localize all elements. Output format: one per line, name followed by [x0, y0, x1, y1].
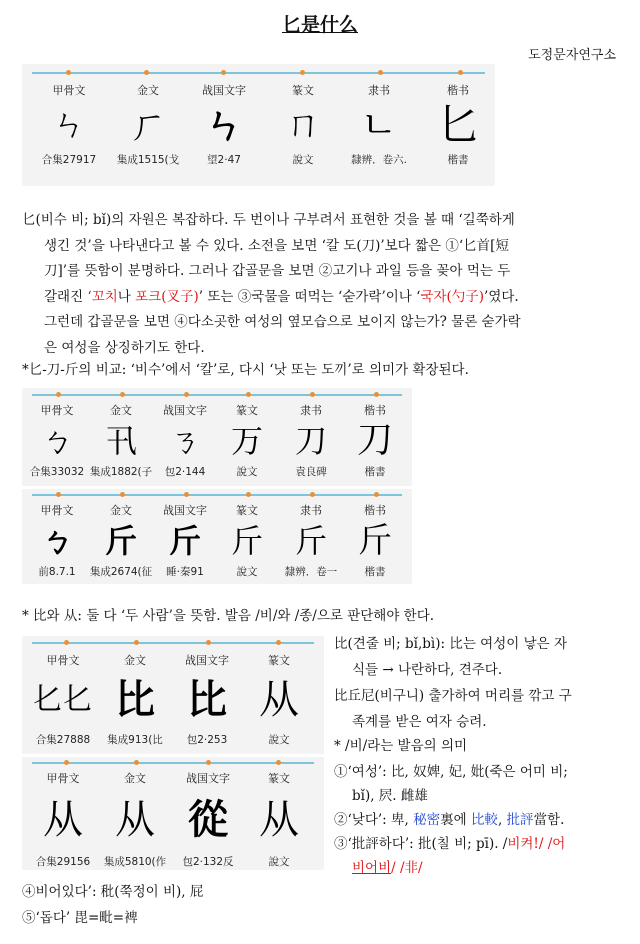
- p3r2-source-bronze: 集成5810(作: [103, 856, 167, 868]
- r2-source-seal: 說文: [236, 566, 258, 578]
- right-line-3: 比丘尼(비구니) 출가하여 머리를 깎고 구: [334, 688, 572, 704]
- r1-source-warring: 包2·144: [164, 466, 206, 478]
- right-line-6: ①‘여성’: 比, 奴婢, 妃, 妣(죽은 어미 비;: [334, 764, 568, 780]
- header-bronze: 金文: [137, 84, 159, 97]
- r2-source-oracle: 前8.7.1: [38, 566, 76, 578]
- r1-source-bronze: 集成1882(子: [89, 466, 153, 478]
- para-line-4b: 나: [117, 288, 131, 305]
- r1-glyph-bronze: 卂: [104, 422, 137, 460]
- p3r2-glyph-oracle: 从: [43, 797, 83, 843]
- bottom-line-1: ④비어있다’: 秕(쭉정이 비), 屁: [22, 884, 204, 900]
- term-ladle: 국자(勺子): [420, 288, 485, 305]
- r2-glyph-seal: 斤: [230, 522, 263, 560]
- r9a: ③‘批評하다’: 批(칠 비; pī). /: [334, 836, 508, 852]
- right-line-7: bǐ), 屄. 雌雄: [352, 788, 428, 804]
- glyph-clerical: ㄴ: [360, 103, 398, 147]
- r2-glyph-bronze: 斤: [104, 522, 137, 560]
- comparison-note: *匕-刀-斤의 비교: ‘비수’에서 ‘칼’로, 다시 ‘낫 또는 도끼’로 의미가 확장된다.: [22, 362, 469, 378]
- r1-header-bronze: 金文: [110, 404, 132, 417]
- r2-header-seal: 篆文: [236, 504, 258, 517]
- evolution-panel-bi-cong: [22, 636, 324, 870]
- r1-glyph-warring: ㄋ: [168, 422, 201, 460]
- r1-glyph-seal: 万: [230, 422, 263, 460]
- p3r2-header-warring: 战国文字: [186, 772, 230, 785]
- source-clerical: 隸辨．卷六.: [351, 154, 407, 166]
- r1-source-oracle: 合集33032: [29, 466, 85, 478]
- p3r1-header-seal: 篆文: [268, 654, 290, 667]
- r1-glyph-clerical: 刀: [294, 422, 327, 460]
- para-line-4a: 갈래진: [44, 288, 84, 305]
- p3r2-header-seal: 篆文: [268, 772, 290, 785]
- r10b: / /: [391, 860, 405, 876]
- header-oracle: 甲骨文: [52, 84, 86, 97]
- source-oracle: 合集27917: [41, 154, 97, 166]
- r8e: ,: [497, 812, 507, 828]
- r2-source-regular: 楷書: [364, 566, 386, 578]
- source-bronze: 集成1515(戈: [116, 154, 180, 166]
- term-criticism: 批評: [506, 812, 534, 828]
- term-eobieobi: 비어비: [352, 860, 392, 876]
- p3r2-glyph-warring: 從: [188, 796, 228, 843]
- r1-header-clerical: 隶书: [300, 404, 322, 417]
- r2-glyph-oracle: ㄅ: [40, 522, 73, 560]
- p3r1-glyph-bronze: 比: [115, 676, 155, 723]
- r9c: / /: [538, 836, 553, 852]
- r1-glyph-oracle: ㄅ: [40, 422, 73, 460]
- author-org: 도정문자연구소: [528, 48, 616, 63]
- header-warring: 战国文字: [202, 84, 246, 97]
- r1-header-warring: 战国文字: [163, 404, 207, 417]
- glyph-regular: 匕: [436, 100, 479, 149]
- r1-header-seal: 篆文: [236, 404, 258, 417]
- term-eo: 어: [552, 836, 566, 852]
- bi-cong-note: * 比와 从: 둘 다 ‘두 사람’을 뜻함. 발음 /비/와 /종/으로 판단해야 한다.: [22, 608, 435, 624]
- right-line-2: 식들 → 나란하다, 견주다.: [352, 662, 503, 678]
- p3r1-source-bronze: 集成913(比: [107, 734, 163, 746]
- r2-source-warring: 睡·秦91: [166, 566, 204, 578]
- p3r2-glyph-seal: 从: [259, 797, 299, 843]
- p3r1-header-oracle: 甲骨文: [46, 654, 80, 667]
- para-line-2: 생긴 것’을 나타낸다고 볼 수 있다. 소전을 보면 ‘칼 도(刀)’보다 짧은 ①‘匕首[短: [44, 237, 509, 254]
- r8a: ②‘낮다’: 卑,: [334, 812, 414, 828]
- term-compare: 比較: [470, 812, 498, 828]
- r2-glyph-clerical: 斤: [294, 522, 327, 560]
- r1-source-regular: 楷書: [364, 466, 386, 478]
- p3r2-source-seal: 說文: [268, 856, 290, 868]
- p3r2-header-bronze: 金文: [124, 772, 146, 785]
- source-warring: 望2·47: [207, 154, 241, 166]
- glyph-oracle: ㄣ: [52, 105, 86, 145]
- para-line-4d: ’였다.: [484, 288, 519, 305]
- right-line-9: [334, 832, 565, 852]
- p3r2-header-oracle: 甲骨文: [46, 772, 80, 785]
- para-line-4c: ’ 또는 ③국물을 떠먹는 ‘숟가락’이나 ‘: [198, 288, 421, 305]
- p3r1-glyph-seal: 从: [259, 677, 299, 723]
- r8g: 當함.: [533, 812, 565, 828]
- p3r1-source-warring: 包2·253: [186, 734, 228, 746]
- term-secret: 秘密: [413, 812, 441, 828]
- right-line-5: * /비/라는 발음의 의미: [334, 738, 468, 754]
- r2-header-clerical: 隶书: [300, 504, 322, 517]
- r8c: 裏에: [440, 812, 471, 828]
- p3r1-header-warring: 战国文字: [185, 654, 229, 667]
- glyph-bronze: ㄏ: [128, 103, 167, 147]
- source-seal: 說文: [292, 154, 314, 166]
- r1-header-regular: 楷书: [364, 404, 386, 417]
- header-regular: 楷书: [447, 84, 469, 97]
- r2-source-bronze: 集成2674(征: [89, 566, 153, 578]
- header-seal: 篆文: [292, 84, 314, 97]
- r2-header-regular: 楷书: [364, 504, 386, 517]
- term-fei: 非: [404, 860, 419, 876]
- r1-glyph-regular: 刀: [356, 420, 393, 461]
- evolution-panel-bi: [22, 64, 495, 186]
- p3r1-glyph-oracle: 𠤎𠤎: [33, 682, 93, 717]
- r2-glyph-warring: 斤: [168, 522, 201, 560]
- r1-header-oracle: 甲骨文: [40, 404, 74, 417]
- p3r1-source-seal: 說文: [268, 734, 290, 746]
- r2-header-oracle: 甲骨文: [40, 504, 74, 517]
- r2-header-bronze: 金文: [110, 504, 132, 517]
- r2-header-warring: 战国文字: [163, 504, 207, 517]
- r10d: /: [418, 860, 423, 876]
- term-bikyeo: 비켜!: [507, 836, 539, 852]
- para-line-4: [22, 285, 622, 311]
- right-line-1: 比(견줄 비; bǐ,bì): 比는 여성이 낳은 자: [334, 636, 567, 652]
- p3r2-glyph-bronze: 从: [115, 797, 155, 843]
- evolution-panel-dao-jin: [22, 388, 412, 584]
- para-line-6: 은 여성을 상징하기도 한다.: [44, 339, 205, 356]
- term-fork: 포크(叉子): [135, 288, 199, 305]
- right-line-10: [352, 856, 423, 876]
- source-regular: 楷書: [447, 154, 469, 166]
- para-line-3: 刀]’를 뜻함이 분명하다. 그러나 갑골문을 보면 ②고기나 과일 등을 꽂아 먹는 두: [44, 263, 511, 279]
- para-line-5: 그런데 갑골문을 보면 ④다소곳한 여성의 옆모습으로 보이지 않는가? 물론 숟가락: [44, 314, 521, 330]
- right-line-8: [334, 808, 564, 828]
- para-line-1: 匕(비수 비; bǐ)의 자원은 복잡하다. 두 번이나 구부려서 표현한 것을 볼 때 ‘길쭉하게: [22, 212, 515, 228]
- p3r1-source-oracle: 合集27888: [35, 734, 91, 746]
- r1-source-seal: 說文: [236, 466, 258, 478]
- p3r1-glyph-warring: 比: [187, 676, 227, 723]
- r1-source-clerical: 袁良碑: [295, 466, 327, 478]
- p3r2-source-oracle: 合集29156: [35, 856, 91, 868]
- term-kkochi: ‘꼬치: [87, 288, 118, 305]
- right-line-4: 족계를 받은 여자 승려.: [352, 714, 487, 730]
- header-clerical: 隶书: [368, 84, 390, 97]
- r2-source-clerical: 隸辨．卷一: [284, 566, 338, 578]
- main-paragraph: [22, 208, 622, 361]
- bottom-line-2: ⑤‘돕다’ 毘=毗=裨: [22, 910, 138, 926]
- p3r1-header-bronze: 金文: [124, 654, 146, 667]
- page-title: 匕是什么: [281, 14, 358, 36]
- glyph-seal: ㄇ: [284, 104, 321, 145]
- r2-glyph-regular: 斤: [358, 521, 392, 561]
- p3r2-source-warring: 包2·132反: [182, 856, 234, 868]
- glyph-warring: ㄣ: [204, 101, 244, 148]
